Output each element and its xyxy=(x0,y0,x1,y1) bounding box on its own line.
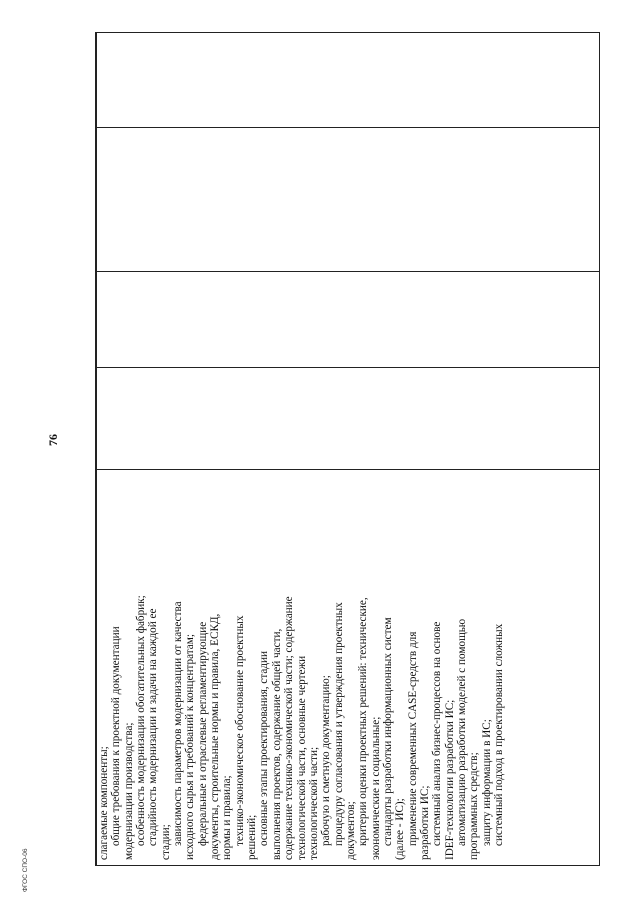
content-line: нормы и правила; xyxy=(221,775,234,860)
content-line: технологической части; xyxy=(307,746,320,860)
content-line: (далее - ИС); xyxy=(394,798,407,860)
col-divider xyxy=(96,33,97,865)
content-line: разработки ИС; xyxy=(418,785,431,860)
content-line: IDEF-технологии разработки ИС; xyxy=(443,699,456,860)
content-text-block xyxy=(98,470,505,860)
content-line: применение современных CASE-средств для xyxy=(406,631,419,846)
content-line: процедуру согласования и утверждения проектных xyxy=(332,602,345,846)
content-line: федеральные и отраслевые регламентирующие xyxy=(196,621,209,846)
content-line: содержание технико-экономической части; содержание xyxy=(283,596,296,860)
content-line: системный подход в проектировании сложных xyxy=(493,623,505,846)
content-line: критерии оценки проектных решений: технические, xyxy=(357,597,370,846)
content-line: основные этапы проектирования, стадии xyxy=(258,651,271,846)
content-line: общие требования к проектной документации xyxy=(110,626,123,846)
content-line: экономические и социальные; xyxy=(369,716,382,860)
content-line: стадийность модернизации и задачи на каждой ее xyxy=(147,608,160,846)
content-line: выполнения проектов, содержание общей части, xyxy=(270,628,283,860)
content-line: автоматизацию разработки моделей с помощью xyxy=(455,618,468,846)
row-divider xyxy=(96,367,599,368)
content-line: документов; xyxy=(344,801,357,860)
content-line: решений; xyxy=(246,814,259,860)
content-line: особенность модернизации обогатительных фабрик; xyxy=(135,595,148,846)
row-divider xyxy=(96,127,599,128)
content-line: стандарты разработки информационных систем xyxy=(381,617,394,846)
content-line: технико-экономическое обоснование проектных xyxy=(233,615,246,846)
row-divider xyxy=(96,271,599,272)
content-line: слагаемые компоненты; xyxy=(98,746,110,860)
content-line: стадии; xyxy=(159,824,172,860)
content-line: документы, строительные нормы и правила, ЕСКД, xyxy=(209,613,222,860)
content-line: программных средств; xyxy=(468,752,481,860)
footer-code: ФГОС СПО-06 xyxy=(22,848,29,892)
content-line: системный анализ бизнес-процессов на основе xyxy=(431,621,444,846)
page-number: 76 xyxy=(46,434,60,446)
content-line: исходного сырья и требований к концентратам; xyxy=(184,634,197,860)
content-line: технологической части, основные чертежи xyxy=(295,655,308,860)
content-line: зависимость параметров модернизации от качества xyxy=(172,601,185,846)
content-line: модернизации производства; xyxy=(122,722,135,860)
content-line: рабочую и сметную документацию; xyxy=(320,675,333,846)
content-line: защиту информации в ИС; xyxy=(480,719,493,846)
